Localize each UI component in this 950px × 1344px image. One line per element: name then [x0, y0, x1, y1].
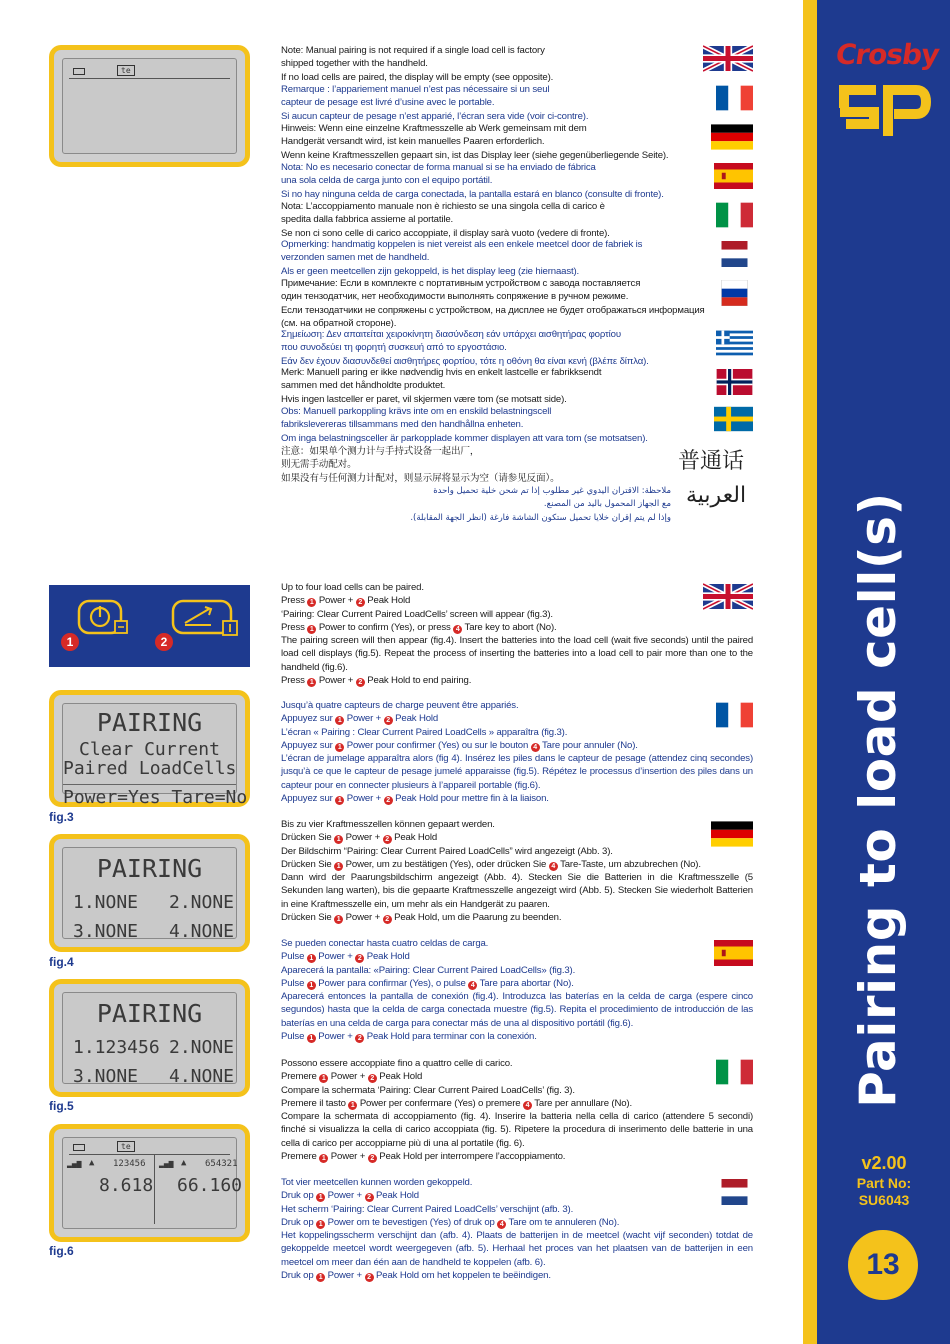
- netherlands-flag-icon: [716, 241, 753, 267]
- greece-flag-icon: [716, 330, 753, 356]
- fig4-screen: [49, 834, 250, 952]
- crosby-logo: Crosby: [833, 38, 941, 71]
- note-el: Σημείωση: Δεν απαιτείται χειροκίνητη διασύνδεση εάν υπάρχει αισθητήρας φορτίου που συνοδεύει τη φορητή συσκευή από το εργοστάσιο. Εάν δεν έχουν διασυνδεθεί αισθητήρες φορτίου, τότε η οθόνη θα είναι κενή (βλέπε δίπλα).: [281, 329, 649, 367]
- france-flag-icon: [716, 702, 753, 728]
- peak-button-number: 2: [155, 633, 173, 651]
- cell-2: 2.NONE: [169, 1037, 235, 1058]
- unit-label: te: [117, 65, 135, 76]
- note-es: Nota: No es necesario conectar de forma manual si se ha enviado de fábrica una sola celda de carga junto con el equipo portátil. Si no hay ninguna celda de carga conectada, la pantalla estará en blanco (consulte di fronte).: [281, 162, 664, 200]
- lcd-panel: [62, 1137, 243, 1229]
- sidebar-stripe: [803, 0, 817, 1344]
- spain-flag-icon: [714, 940, 753, 966]
- load-value-left: 8.618: [99, 1175, 154, 1196]
- part-number: [832, 1175, 936, 1209]
- load-cell-icon: ▲: [89, 1158, 95, 1168]
- part-label: Part No:: [856, 1175, 912, 1191]
- lcd-panel: [62, 703, 248, 808]
- fig3-screen: [49, 690, 250, 807]
- russia-flag-icon: [716, 280, 753, 306]
- note-no: Merk: Manuell paring er ikke nødvendig hvis en enkelt lastcelle er fabrikksendt sammen med det håndholdte produktet. Hvis ingen lastceller er paret, vil skjermen være tom (se motsatt side).: [281, 367, 602, 405]
- pairing-title: PAIRING: [96, 708, 203, 737]
- note-it: Nota: L’accoppiamento manuale non è richiesto se una singola cella di carico è spedita dalla fabbrica assieme al portatile. Se non ci sono celle di carico accoppiate, il display sarà vuoto (vedere di fronte).: [281, 201, 610, 239]
- france-flag-icon: [716, 85, 753, 111]
- page-number-badge: 13: [848, 1230, 918, 1300]
- pairing-title: PAIRING: [96, 854, 203, 883]
- page-title: Pairing to load cell(s): [849, 492, 907, 1108]
- lcd-status-bar: [69, 65, 230, 79]
- part-value: SU6043: [858, 1192, 910, 1208]
- confirm-footer: Power=Yes Tare=No: [63, 784, 236, 808]
- signal-icon: ▂▄▆: [159, 1159, 174, 1168]
- load-cell-id-right: 654321: [205, 1159, 238, 1169]
- fig6-screen: [49, 1124, 250, 1242]
- cell-4: 4.NONE: [169, 1066, 235, 1087]
- pairing-title: PAIRING: [96, 999, 203, 1028]
- instructions-en: Up to four load cells can be paired. Press 1 Power + 2 Peak Hold ‘Pairing: Clear Current Paired LoadCells’ screen will appear (fig.3). Press 1 Power to confirm (Yes), or press 4 Tare key to abort (No). The pairing screen will then appear (fig.4). Insert the batteries into the load cell (wait five seconds) until the paired load cell displays (fig.5). Repeat the process of inserting the batteries into a load cell to pair more than one to the handheld (fig.6). Press 1 Power + 2 Peak Hold to end pairing.: [281, 582, 753, 687]
- cell-1: 1.NONE: [73, 892, 139, 913]
- germany-flag-icon: [711, 821, 753, 847]
- empty-display-screen: [49, 45, 250, 167]
- note-ru: Примечание: Если в комплекте с портативным устройством с завода поставляется один тензодатчик, нет необходимости выполнять сопряжение в ручном режиме. Если тензодатчики не сопряжены с устройством, на дисплее не будет отображаться информация (см. на обратной стороне).: [281, 278, 705, 329]
- battery-icon: [73, 1144, 85, 1151]
- cell-2: 2.NONE: [169, 892, 235, 913]
- peak-hold-button-icon: [171, 599, 241, 641]
- cell-3: 3.NONE: [73, 921, 139, 942]
- handheld-buttons-panel: [49, 585, 250, 667]
- italy-flag-icon: [716, 1059, 753, 1085]
- germany-flag-icon: [711, 124, 753, 150]
- lcd-status-bar: [69, 1141, 230, 1155]
- note-nl: Opmerking: handmatig koppelen is niet vereist als een enkele meetcel door de fabriek is verzonden samen met de handheld. Als er geen meetcellen zijn gekoppeld, is het display leeg (zie hiernaast).: [281, 239, 643, 277]
- note-fr: Remarque : l’appariement manuel n’est pas nécessaire si un seul capteur de pesage est livré d’usine avec le portable. Si aucun capteur de pesage n’est apparié, l’écran sera vide (voir ci-contre).: [281, 84, 589, 122]
- version-label: v2.00: [861, 1153, 907, 1173]
- load-value-right: 66.160: [177, 1175, 243, 1196]
- fig5-label: fig.5: [49, 1099, 74, 1113]
- fig6-label: fig.6: [49, 1244, 74, 1258]
- netherlands-flag-icon: [716, 1179, 753, 1205]
- battery-icon: [73, 68, 85, 75]
- instructions-nl: Tot vier meetcellen kunnen worden gekoppeld. Druk op 1 Power + 2 Peak Hold Het scherm ‘Pairing: Clear Current Paired LoadCells’ verschijnt (afb. 3). Druk op 1 Power om te bevestigen (Yes) of druk op 4 Tare om te annuleren (No). Het koppelingsscherm verschijnt dan (afb. 4). Plaats de batterijen in de meetcel (wacht vijf seconden) totdat de gekoppelde meetcel wordt weergegeven (afb. 5). Herhaal het proces van het plaatsen van de batterijen in een meetcel om meer dan één aan de handheld te koppelen (afb. 6). Druk op 1 Power + 2 Peak Hold om het koppelen te beëindigen.: [281, 1177, 753, 1282]
- cell-4: 4.NONE: [169, 921, 235, 942]
- instructions-de: Bis zu vier Kraftmesszellen können gepaart werden. Drücken Sie 1 Power + 2 Peak Hold Der Bildschirm “Pairing: Clear Current Paired LoadCells” wird angezeigt (Abb. 3). Drücken Sie 1 Power, um zu bestätigen (Yes), oder drücken Sie 4 Tare-Taste, um abzubrechen (No). Dann wird der Paarungsbildschirm angezeigt (Abb. 4). Stecken Sie die Batterien in die Kraftmesszelle (5 Sekunden lang warten), bis die gepaarte Kraftmesszelle angezeigt wird (Abb. 5). Stecken Sie wiederholt Batterien in eine Kraftmesszelle ein, um mehr als ein Handgerät zu paaren. Drücken Sie 1 Power + 2 Peak Hold, um die Paarung zu beenden.: [281, 819, 753, 924]
- fig5-screen: [49, 979, 250, 1097]
- cell-1: 1.123456: [73, 1037, 160, 1058]
- fig4-label: fig.4: [49, 955, 74, 969]
- instructions-es: Se pueden conectar hasta cuatro celdas de carga. Pulse 1 Power + 2 Peak Hold Aparecerá la pantalla: «Pairing: Clear Current Paired LoadCells» (fig.3). Pulse 1 Power para confirmar (Yes), o pulse 4 Tare para abortar (No). Aparecerá entonces la pantalla de conexión (fig.4). Introduzca las baterías en la celda de carga (espere cinco segundos) hasta que la celda de carga conectada muestre (fig.5). Repita el procedimiento de introducción de las baterías en una celda de carga para conectar más de una al dispositivo portátil (fig.6). Pulse 1 Power + 2 Peak Hold para terminar con la conexión.: [281, 938, 753, 1043]
- instructions-fr: Jusqu’à quatre capteurs de charge peuvent être appariés. Appuyez sur 1 Power + 2 Peak Hold L’écran « Pairing : Clear Current Paired LoadCells » apparaîtra (fig.3). Appuyez sur 1 Power pour confirmer (Yes) ou sur le bouton 4 Tare pour annuler (No). L’écran de jumelage apparaîtra alors (fig 4). Insérez les piles dans le capteur de pesage (attendez cinq secondes) jusqu’à ce que le capteur de pesage jumelé apparaisse (fig.5). Répétez le processus d’insertion des piles dans un capteur pour en connecter plusieurs à l’appareil portable (fig.6). Appuyez sur 1 Power + 2 Peak Hold pour mettre fin à la liaison.: [281, 700, 753, 805]
- italy-flag-icon: [716, 202, 753, 228]
- power-button-number: 1: [61, 633, 79, 651]
- cell-3: 3.NONE: [73, 1066, 139, 1087]
- uk-flag-icon: [703, 45, 753, 72]
- spain-flag-icon: [714, 163, 753, 189]
- load-cell-icon: ▲: [181, 1158, 187, 1168]
- sweden-flag-icon: [714, 406, 753, 432]
- lcd-panel: [62, 992, 237, 1087]
- lcd-panel: [62, 847, 237, 942]
- chinese-language-label: 普通话: [678, 449, 745, 474]
- sp-logo-icon: [836, 84, 932, 142]
- note-ar: ملاحظة: الاقتران اليدوي غير مطلوب إذا تم شحن خلية تحميل واحدة مع الجهاز المحمول باليد من المصنع. وإذا لم يتم إقران خلايا تحميل ستكون الشاشة فارغة (انظر الجهة المقابلة).: [410, 486, 671, 523]
- arabic-language-label: العربية: [686, 483, 747, 508]
- instructions-it: Possono essere accoppiate fino a quattro celle di carico. Premere 1 Power + 2 Peak Hold Compare la schermata ‘Pairing: Clear Current Paired LoadCells’ (fig. 3). Premere il tasto 1 Power per confermare (Yes) o premere 4 Tare per annullare (No). Compare la schermata di accoppiamento (fig. 4). Inserire la batteria nella cella di carico (attendere 5 secondi) finché si visualizza la cella di carico accoppiata (fig. 5). Ripetere la procedura di inserimento delle batterie in una cella di carico per accoppiarne più di una al portatile (fig. 6). Premere 1 Power + 2 Peak Hold per interrompere l’accoppiamento.: [281, 1058, 753, 1163]
- load-cell-id-left: 123456: [113, 1159, 146, 1169]
- fig3-label: fig.3: [49, 810, 74, 824]
- note-zh: 注意：如果单个测力计与手持式设备一起出厂， 则无需手动配对。 如果没有与任何测力计配对，则显示屏将显示为空（请参见反面）。: [281, 446, 560, 484]
- note-en: Note: Manual pairing is not required if a single load cell is factory shipped together with the handheld. If no load cells are paired, the display will be empty (see opposite).: [281, 45, 554, 83]
- note-de: Hinweis: Wenn eine einzelne Kraftmesszelle ab Werk gemeinsam mit dem Handgerät versandt wird, ist kein manuelles Paaren erforderlich. Wenn keine Kraftmesszellen gepaart sin, ist das Display leer (siehe gegenüberliegende Seite).: [281, 123, 669, 161]
- lcd-panel: [62, 58, 237, 154]
- clear-current-text: Clear Current: [79, 739, 220, 760]
- power-button-icon: [77, 599, 131, 639]
- paired-loadcells-text: Paired LoadCells: [63, 758, 237, 779]
- note-sv: Obs: Manuell parkoppling krävs inte om en enskild belastningscell fabrikslevereras tillsammans med den handhållna enheten. Om inga belastningsceller är parkopplade kommer displayen att vara tom (se motsatsen).: [281, 406, 648, 444]
- uk-flag-icon: [703, 583, 753, 610]
- signal-icon: ▂▄▆: [67, 1159, 82, 1168]
- unit-label: te: [117, 1141, 135, 1152]
- column-divider: [154, 1155, 155, 1224]
- norway-flag-icon: [716, 369, 753, 395]
